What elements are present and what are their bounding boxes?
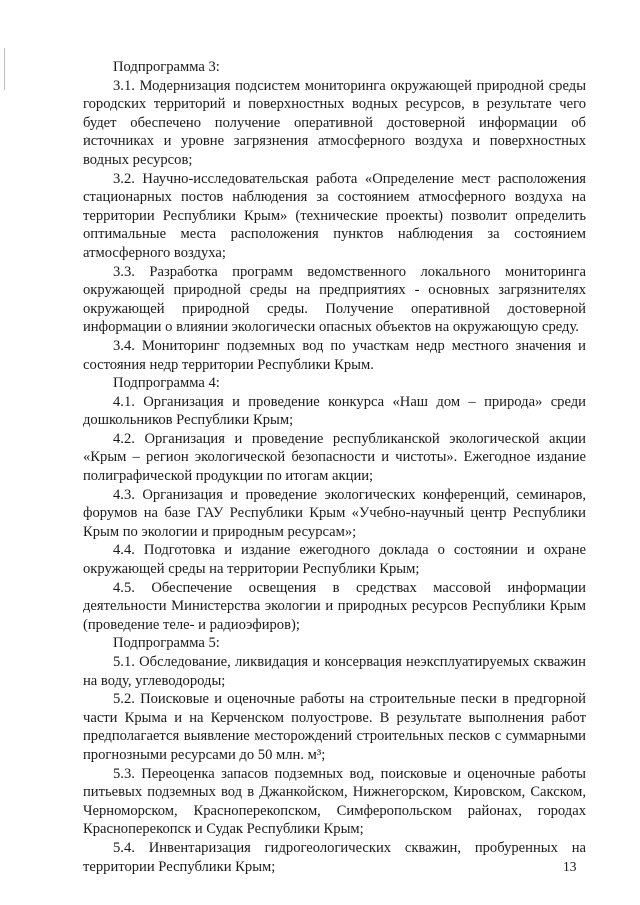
item-4-4: 4.4. Подготовка и издание ежегодного доклада о состоянии и охране окружающей среды на территории Республики Крым; [83,542,586,578]
item-4-2: 4.2. Организация и проведение республиканской экологической акции «Крым – регион экологической безопасности и чистоты». Ежегодное издание полиграфической продукции по итогам акции; [83,430,586,485]
item-4-5: 4.5. Обеспечение освещения в средствах массовой информации деятельности Министерства экологии и природных ресурсов Республики Крым (проведение теле- и радиоэфиров); [83,579,586,633]
item-4-1: 4.1. Организация и проведение конкурса «Наш дом – природа» среди дошкольников Республики Крым; [83,393,586,429]
item-4-3: 4.3. Организация и проведение экологических конференций, семинаров, форумов на базе ГАУ Республики Крым «Учебно-научный центр Республики Крым по экологии и природным ресурсам»; [83,486,586,540]
page-number: 13 [563,859,577,874]
subprogram-5-heading: Подпрограмма 5: [113,635,220,652]
document-body [83,58,586,876]
item-3-2: 3.2. Научно-исследовательская работа «Определение мест расположения стационарных постов наблюдения за состоянием атмосферного воздуха на территории Республики Крым» (технические проекты) позволит определить оптимальные места расположения пунктов наблюдения за состоянием атмосферного воздуха; [83,170,586,261]
item-5-2: 5.2. Поисковые и оценочные работы на строительные пески в предгорной части Крыма и на Керченском полуострове. В результате выполнения работ предполагается выявление месторождений строительных песков с суммарными прогнозными ресурсами до 50 млн. м³; [83,691,586,763]
item-3-4: 3.4. Мониторинг подземных вод по участкам недр местного значения и состояния недр территории Республики Крым. [83,337,586,373]
item-3-3: 3.3. Разработка программ ведомственного локального мониторинга окружающей природной среды на предприятиях - основных загрязнителях окружающей природной среды. Получение оперативной достоверной информации о влиянии экологически опасных объектов на окружающую среду. [83,263,586,336]
scan-gutter-mark [4,48,5,90]
item-5-3: 5.3. Переоценка запасов подземных вод, поисковые и оценочные работы питьевых подземных вод в Джанкойском, Нижнегорском, Кировском, Сакском, Черноморском, Красноперекопском, Симферопольском районах, городах Красноперекопск и Судак Республики Крым; [83,765,586,838]
subprogram-4-heading: Подпрограмма 4: [113,375,220,392]
subprogram-3-heading: Подпрограмма 3: [113,59,220,75]
item-5-1: 5.1. Обследование, ликвидация и консервация неэксплуатируемых скважин на воду, углеводороды; [83,654,586,689]
item-3-1: 3.1. Модернизация подсистем мониторинга окружающей природной среды городских территорий и поверхностных водных ресурсов, в результате чего будет обеспечено получение оперативной достоверной информации об источниках и уровне загрязнения атмосферного воздуха и поверхностных водных ресурсов; [83,77,586,168]
item-5-4: 5.4. Инвентаризация гидрогеологических скважин, пробуренных на территории Республики Крым; [83,839,586,875]
